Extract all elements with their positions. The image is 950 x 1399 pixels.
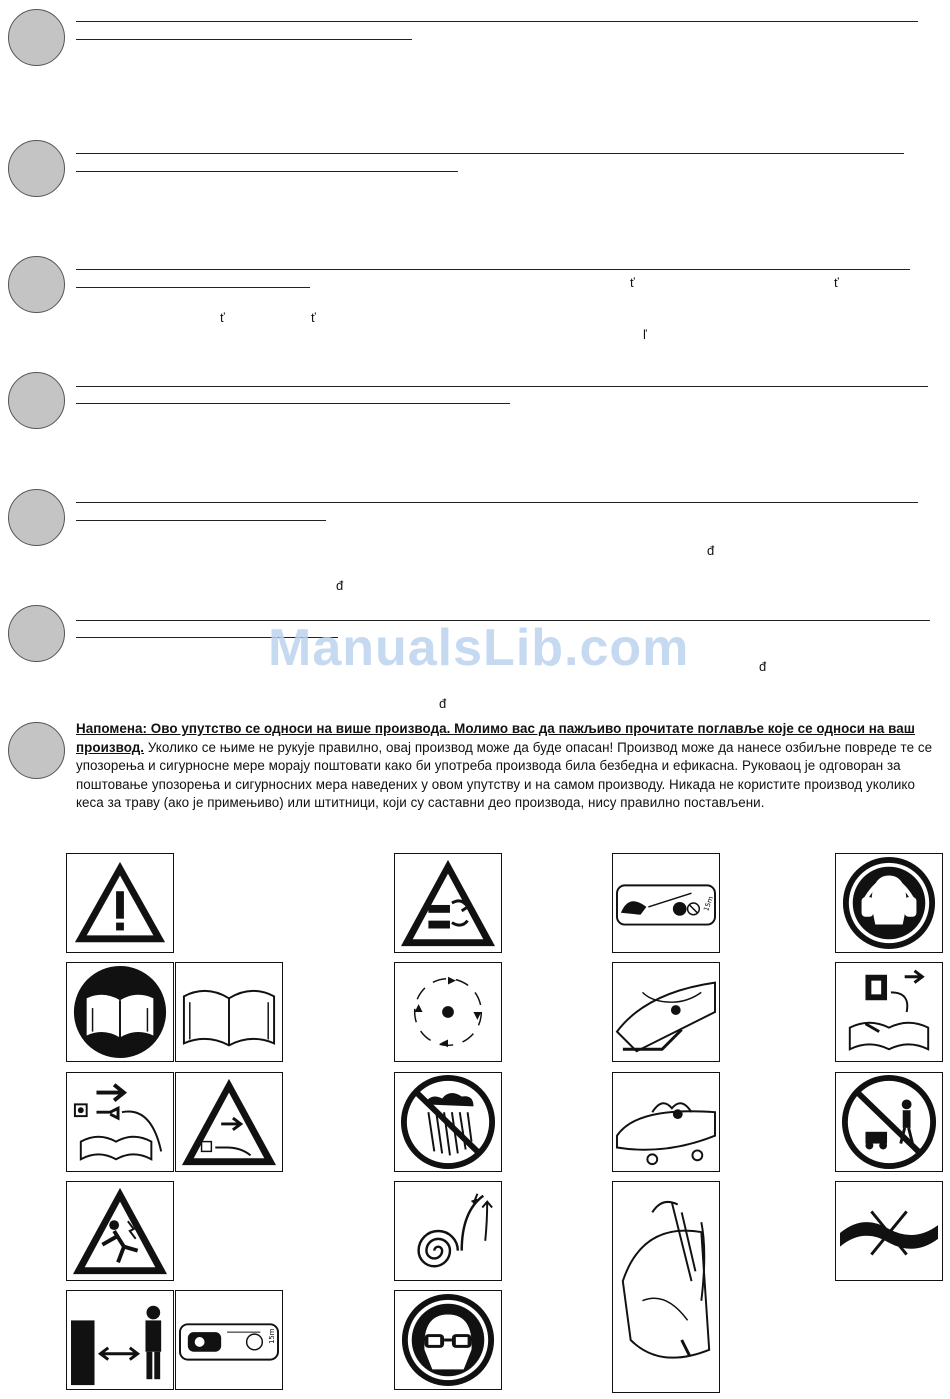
bag-fitting-icon xyxy=(612,962,720,1062)
no-bystanders-icon xyxy=(835,1072,943,1172)
ear-protection-icon xyxy=(835,853,943,953)
stray-glyph: đ xyxy=(759,659,767,674)
text-rule xyxy=(76,21,918,22)
text-rule xyxy=(76,403,510,404)
text-rule xyxy=(76,39,412,40)
bystander-distance-icon xyxy=(175,1290,283,1390)
section-marker xyxy=(8,9,65,66)
svg-text:15m: 15m xyxy=(702,895,716,913)
disconnect-plug-manual-icon xyxy=(835,962,943,1062)
text-rule xyxy=(76,153,904,154)
no-rain-icon xyxy=(394,1072,502,1172)
rotating-blade-icon xyxy=(394,962,502,1062)
section-marker xyxy=(8,256,65,313)
svg-text:15m: 15m xyxy=(268,1328,277,1344)
section-marker xyxy=(8,372,65,429)
text-rule xyxy=(76,269,910,270)
stray-glyph: ť xyxy=(630,275,635,290)
stray-glyph: ľ xyxy=(643,327,647,342)
keep-distance-icon xyxy=(66,1290,174,1390)
bag-handles-icon xyxy=(612,1072,720,1172)
unplug-before-maintenance-icon xyxy=(66,1072,174,1172)
damaged-cable-icon xyxy=(835,1181,943,1281)
electric-shock-triangle-icon xyxy=(66,1181,174,1281)
section-marker xyxy=(8,605,65,662)
text-rule xyxy=(76,520,326,521)
text-rule xyxy=(76,502,918,503)
debris-distance-icon xyxy=(612,853,720,953)
cable-damage-triangle-icon xyxy=(175,1072,283,1172)
section-marker xyxy=(8,722,65,779)
stray-glyph: ť xyxy=(834,275,839,290)
section-marker xyxy=(8,489,65,546)
stray-glyph: đ xyxy=(707,543,715,558)
note-lead: Напомена: Ово упутство се односи на више производа. Молимо вас да пажљиво прочитате поглавље које се односи на ваш производ. xyxy=(76,721,915,755)
stray-glyph: đ xyxy=(336,578,344,593)
section-marker xyxy=(8,140,65,197)
text-rule xyxy=(76,171,458,172)
cable-coil-icon xyxy=(394,1181,502,1281)
hands-hazard-triangle-icon xyxy=(394,853,502,953)
text-rule xyxy=(76,287,310,288)
read-manual-black-icon xyxy=(66,962,174,1062)
note-body: Уколико се њиме не рукује правилно, овај производ може да буде опасан! Производ може да нанесе озбиљне повреде те се упозорења и сигурносне мере морају поштовати како би употреба производа била безбедна и ефикасна. Руковаоц је одговоран за поштовање упозорења и сигурносних мера наведених у овом упутству и на самом производу. Никада не користите производ уколико кеса за траву (ако је примењиво) или штитници, који су саставни део производа, нису правилно постављени. xyxy=(76,739,933,811)
stray-glyph: ť xyxy=(220,310,225,325)
stray-glyph: đ xyxy=(439,696,447,711)
watermark: ManualsLib.com xyxy=(268,619,690,677)
blower-bag-assembly-icon xyxy=(612,1181,720,1393)
text-rule xyxy=(76,386,928,387)
eye-protection-icon xyxy=(394,1290,502,1390)
stray-glyph: ť xyxy=(311,310,316,325)
read-manual-white-icon xyxy=(175,962,283,1062)
safety-note xyxy=(76,720,944,813)
warning-triangle-icon xyxy=(66,853,174,953)
